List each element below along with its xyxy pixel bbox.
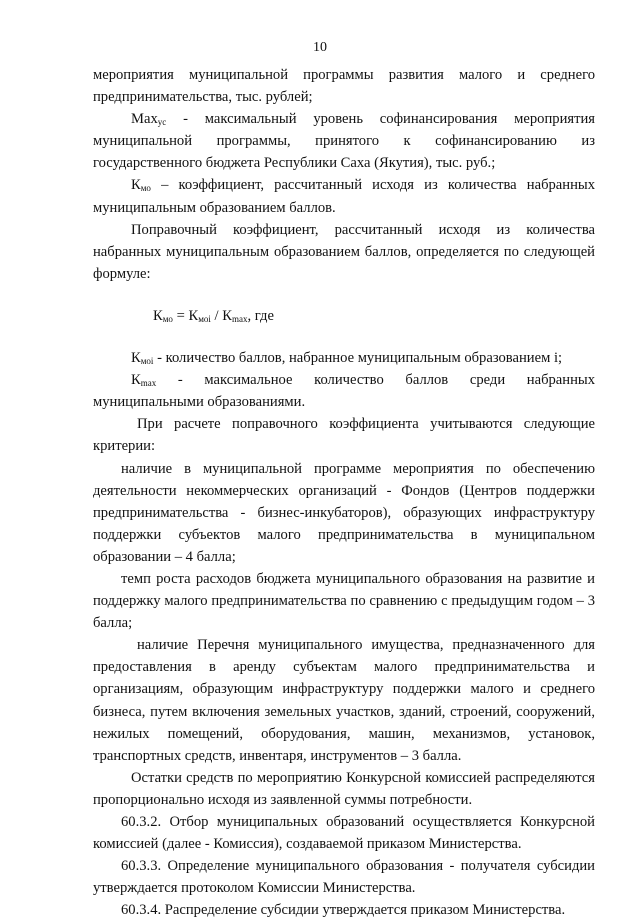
formula: $К_{мо} = К_{моi} / К_{max}$, где [153, 307, 274, 324]
paragraph-1: мероприятия муниципальной программы развития малого и среднего предпринимательства, тыс. рублей; [93, 67, 595, 106]
criterion-2: темп роста расходов бюджета муниципального образования на развитие и поддержку малого предпринимательства по сравнению с предыдущим годом – 3 балла; [93, 570, 595, 632]
clause-60-3-4: 60.3.4. Распределение субсидии утверждается приказом Министерства. [121, 902, 566, 919]
paragraph-kmo-definition: $К_{мо}$ – коэффициент, рассчитанный исходя из количества набранных муниципальным образованием баллов. [93, 177, 595, 216]
paragraph-kmax-definition: $К_{max}$ - максимальное количество баллов среди набранных муниципальными образованиями. [93, 372, 595, 411]
criterion-3: наличие Перечня муниципального имущества, предназначенного для предоставления в аренду субъектам малого предпринимательства и организациям, образующим инфраструктуру поддержки малого и среднего бизнеса, путем включения земельных участков, зданий, строений, сооружений, нежилых помещений, оборудования, машин, механизмов, установок, транспортных средств, инвентаря, инструментов – 3 балла. [93, 637, 595, 764]
paragraph-correction-coefficient: Поправочный коэффициент, рассчитанный исходя из количества набранных муниципальным образованием баллов, определяется по следующей формуле: [93, 221, 595, 282]
paragraph-criteria-intro: При расчете поправочного коэффициента учитываются следующие критерии: [93, 416, 595, 455]
document-body [93, 64, 595, 921]
paragraph-remainders: Остатки средств по мероприятию Конкурсной комиссией распределяются пропорционально исходя из заявленной суммы потребности. [93, 769, 595, 808]
paragraph-max-definition: Max$_{ус}$ - максимальный уровень софинансирования мероприятия муниципальной программы, принятого к софинансированию из государственного бюджета Республики Саха (Якутия), тыс. руб.; [93, 111, 595, 172]
page-number: 10 [313, 40, 327, 55]
criterion-1: наличие в муниципальной программе мероприятия по обеспечению деятельности некоммерческих организаций - Фондов (Центров поддержки предпринимательства - бизнес-инкубаторов), образующих инфраструктуру поддержки субъектов малого предпринимательства в муниципальном образовании – 4 балла; [93, 460, 595, 565]
clause-60-3-2: 60.3.2. Отбор муниципальных образований осуществляется Конкурсной комиссией (далее - Комиссия), создаваемой приказом Министерства. [93, 814, 595, 853]
paragraph-kmoi-definition: $К_{моi}$ - количество баллов, набранное муниципальным образованием i; [131, 350, 563, 367]
clause-60-3-3: 60.3.3. Определение муниципального образования - получателя субсидии утверждается протоколом Комиссии Министерства. [93, 858, 595, 897]
